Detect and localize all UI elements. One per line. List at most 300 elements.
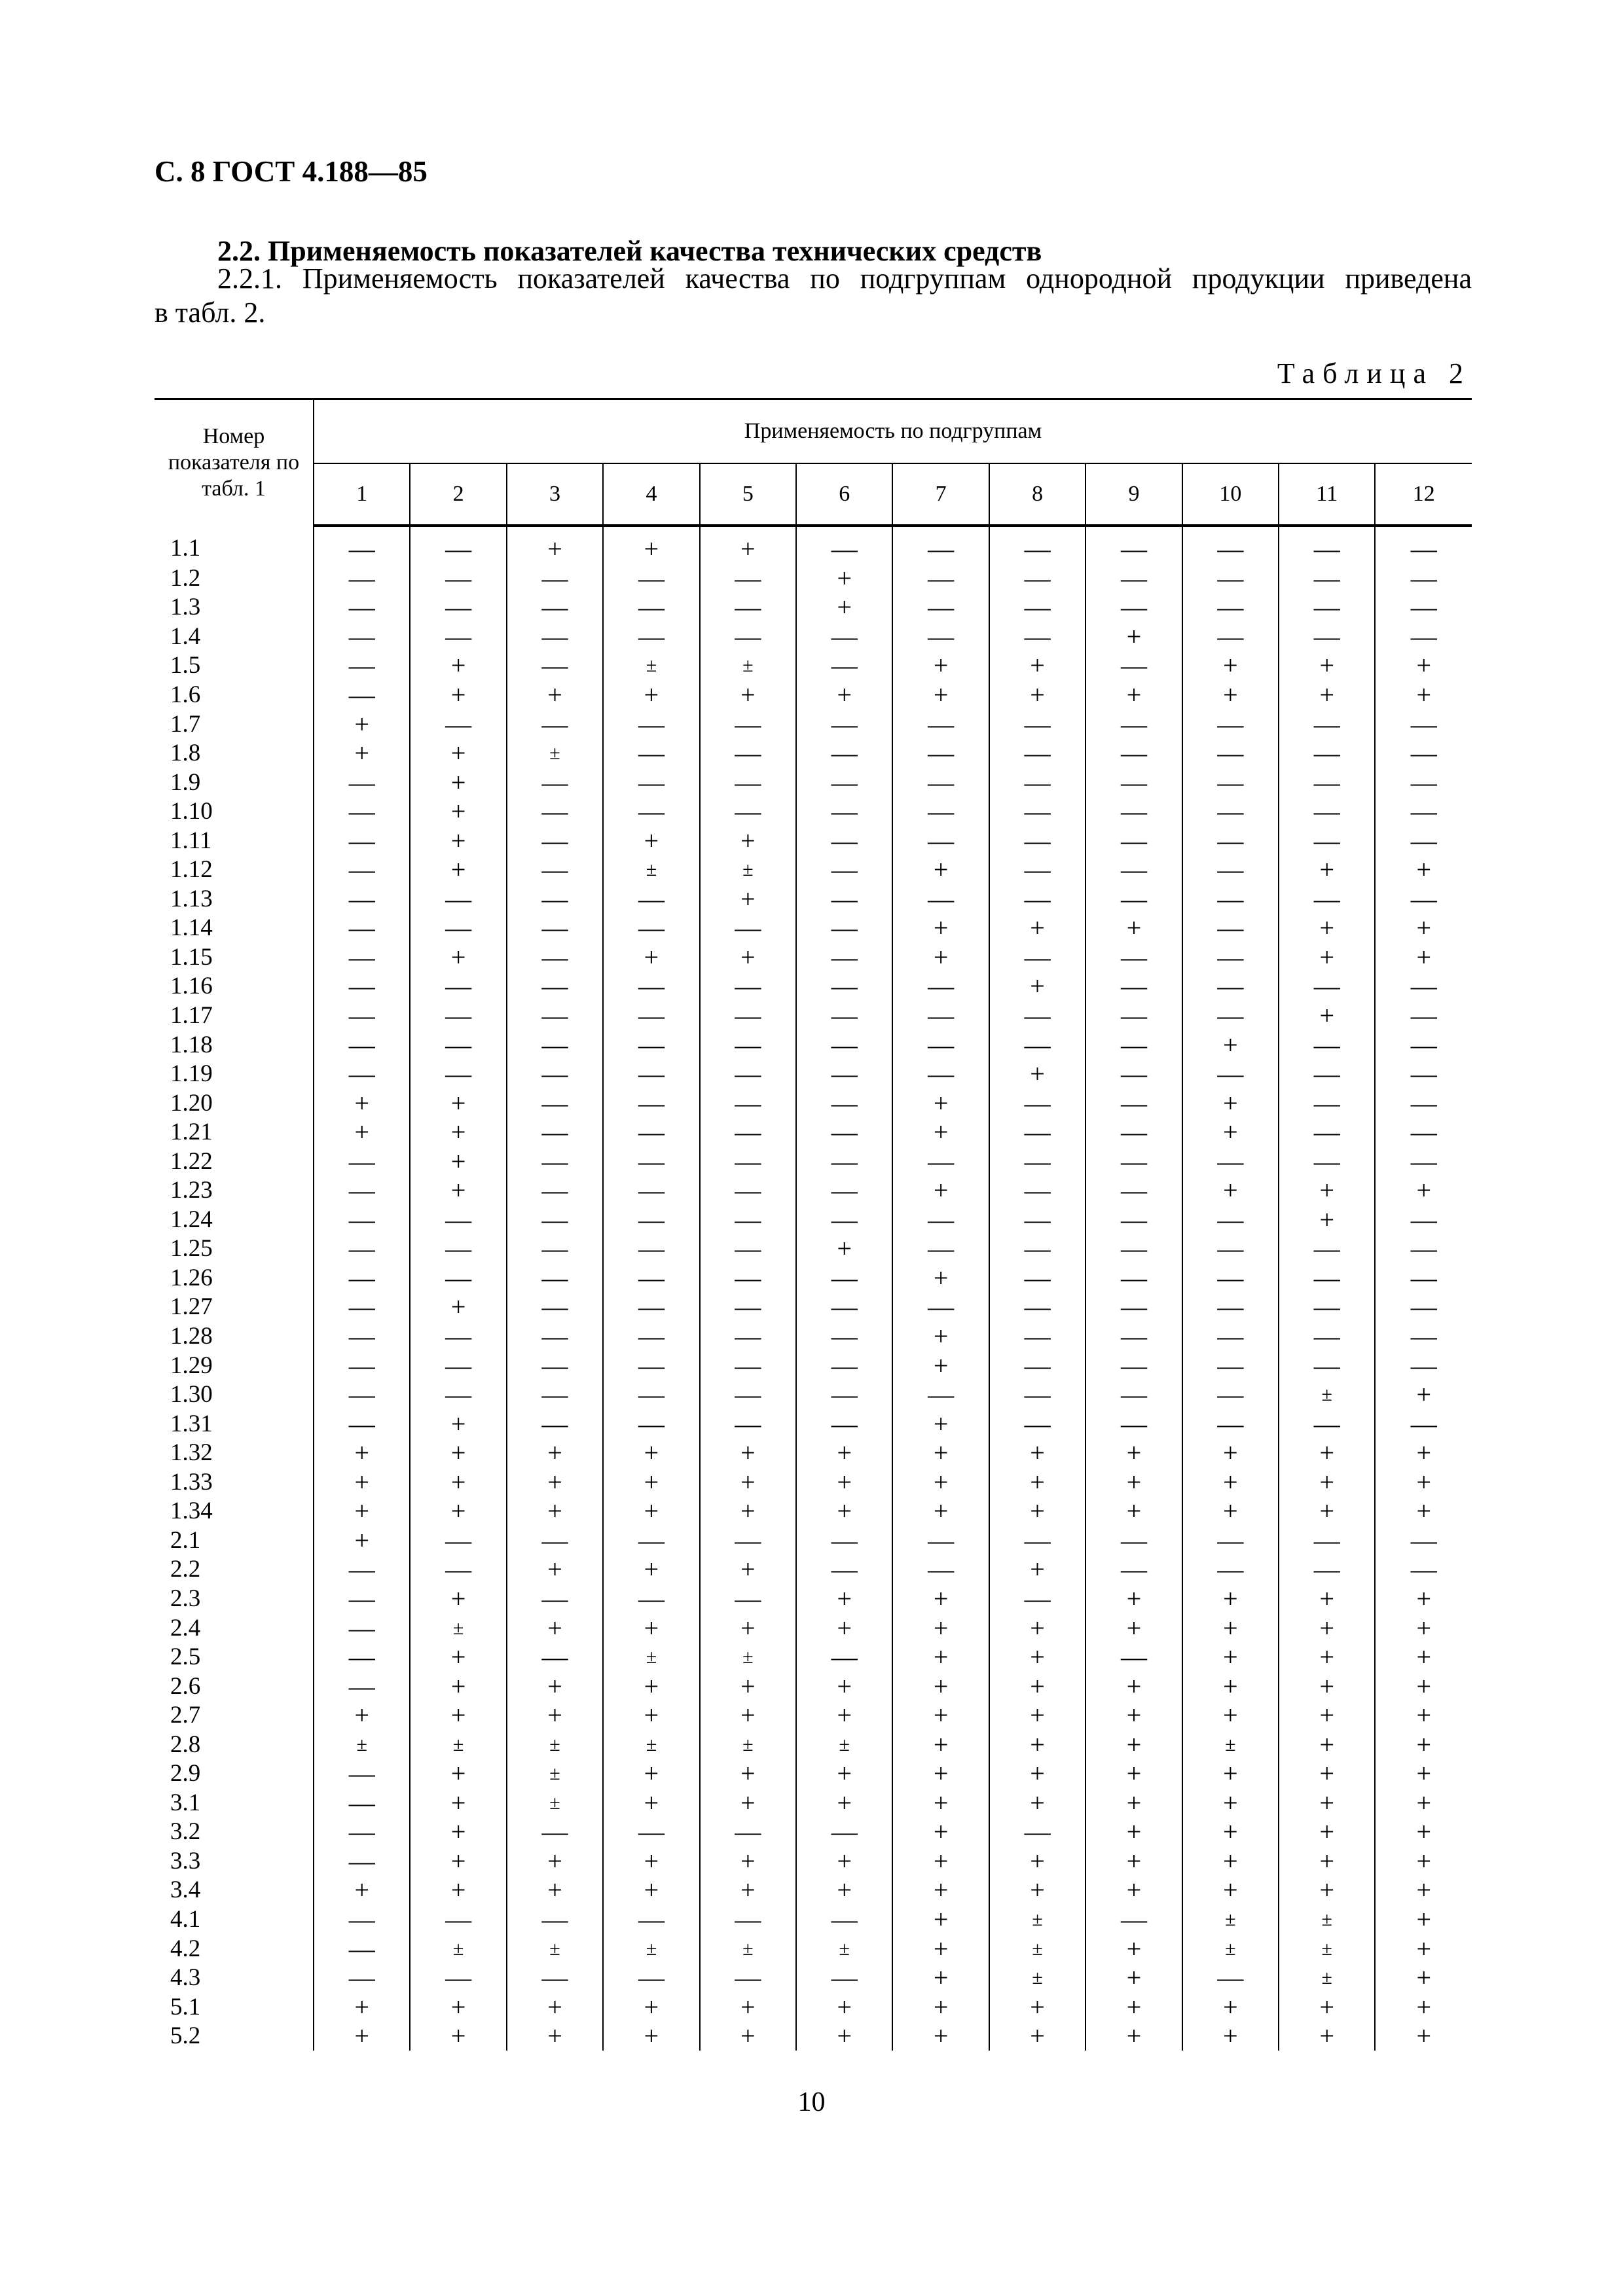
applicability-cell: —: [700, 1526, 796, 1556]
applicability-cell: +: [989, 1555, 1085, 1585]
applicability-cell: —: [700, 1293, 796, 1322]
applicability-cell: —: [314, 1206, 410, 1235]
applicability-cell: +: [700, 1847, 796, 1876]
applicability-cell: —: [796, 768, 892, 797]
applicability-cell: +: [1279, 1992, 1375, 2022]
applicability-cell: —: [603, 1351, 699, 1380]
applicability-cell: +: [700, 943, 796, 973]
applicability-cell: ±: [1182, 1934, 1279, 1964]
applicability-cell: +: [410, 1672, 506, 1701]
applicability-cell: —: [410, 1264, 506, 1293]
applicability-cell: —: [1410, 1234, 1437, 1264]
applicability-cell: —: [1085, 1555, 1182, 1585]
applicability-cell: —: [1182, 1526, 1279, 1556]
applicability-cell: —: [1182, 709, 1279, 739]
applicability-cell: —: [1085, 1088, 1182, 1118]
applicability-cell: +: [1416, 1438, 1432, 1468]
applicability-cell: +: [700, 885, 796, 914]
applicability-cell: —: [1279, 1264, 1375, 1293]
applicability-cell: —: [314, 826, 410, 855]
applicability-cell: ±: [410, 1730, 506, 1759]
table-row: [155, 1876, 1472, 1905]
indicator-number: 1.33: [155, 1468, 314, 1498]
applicability-cell: +: [1085, 622, 1182, 652]
indicator-number: 3.1: [155, 1789, 314, 1818]
applicability-cell: —: [796, 1351, 892, 1380]
applicability-cell: +: [603, 1468, 699, 1498]
applicability-cell: —: [1410, 1001, 1437, 1031]
applicability-cell: —: [989, 1001, 1085, 1031]
table-row: [155, 1380, 1472, 1410]
indicator-number: 5.1: [155, 1992, 314, 2022]
applicability-cell: +: [314, 1439, 410, 1468]
applicability-cell: +: [507, 1876, 603, 1905]
applicability-cell: +: [1279, 1847, 1375, 1876]
table-row: [155, 709, 1472, 739]
table-row: [155, 1905, 1472, 1935]
applicability-cell: —: [314, 1964, 410, 1993]
applicability-cell: —: [989, 855, 1085, 885]
applicability-cell: —: [314, 1147, 410, 1176]
applicability-cell: —: [603, 1176, 699, 1206]
applicability-cell: +: [507, 1497, 603, 1526]
indicator-number: 4.3: [155, 1964, 314, 1993]
applicability-cell: +: [1182, 1088, 1279, 1118]
applicability-cell: +: [1085, 1876, 1182, 1905]
applicability-cell: +: [410, 1468, 506, 1498]
applicability-cell: —: [892, 526, 989, 564]
applicability-cell: +: [796, 564, 892, 594]
applicability-cell: +: [1085, 1847, 1182, 1876]
applicability-cell: —: [700, 564, 796, 594]
applicability-cell: —: [700, 1409, 796, 1439]
applicability-cell: +: [410, 1847, 506, 1876]
applicability-cell: +: [1279, 1468, 1375, 1498]
applicability-cell: +: [1182, 651, 1279, 681]
applicability-cell: —: [314, 593, 410, 622]
applicability-cell: +: [603, 943, 699, 973]
applicability-cell: +: [892, 1643, 989, 1672]
applicability-cell: —: [1279, 709, 1375, 739]
applicability-cell: —: [989, 1293, 1085, 1322]
applicability-cell: —: [1410, 534, 1437, 564]
applicability-cell: —: [700, 1264, 796, 1293]
applicability-cell: —: [1410, 1059, 1437, 1089]
applicability-cell: —: [700, 709, 796, 739]
applicability-cell: —: [1085, 855, 1182, 885]
applicability-cell: —: [410, 1526, 506, 1556]
applicability-cell: —: [892, 1526, 989, 1556]
table-body: [155, 526, 1472, 2051]
indicator-number: 1.20: [155, 1088, 314, 1118]
indicator-number: 1.15: [155, 943, 314, 973]
column-header: 4: [603, 463, 699, 526]
applicability-cell: ±: [603, 855, 699, 885]
applicability-cell: —: [1279, 622, 1375, 652]
applicability-cell: —: [603, 622, 699, 652]
applicability-cell: ±: [410, 1613, 506, 1643]
paragraph: [155, 262, 1472, 330]
applicability-cell: —: [603, 1409, 699, 1439]
table-row: [155, 1206, 1472, 1235]
indicator-number: 1.1: [155, 526, 314, 564]
applicability-cell: —: [314, 1847, 410, 1876]
applicability-cell: —: [314, 972, 410, 1001]
applicability-cell: —: [892, 593, 989, 622]
applicability-cell: +: [1416, 1583, 1432, 1613]
applicability-cell: +: [1085, 681, 1182, 710]
applicability-cell: —: [1085, 1118, 1182, 1147]
table-row: [155, 1439, 1472, 1468]
table-row: [155, 1847, 1472, 1876]
applicability-cell: —: [1410, 825, 1437, 855]
indicator-number: 2.4: [155, 1613, 314, 1643]
applicability-cell: —: [1085, 1351, 1182, 1380]
applicability-cell: —: [1182, 1380, 1279, 1410]
applicability-cell: +: [892, 1789, 989, 1818]
indicator-number: 4.2: [155, 1934, 314, 1964]
applicability-cell: +: [796, 1439, 892, 1468]
indicator-number: 4.1: [155, 1905, 314, 1935]
indicator-number: 1.11: [155, 826, 314, 855]
table-row: [155, 1759, 1472, 1789]
table-row: [155, 1730, 1472, 1759]
applicability-cell: +: [700, 1672, 796, 1701]
applicability-cell: —: [410, 1001, 506, 1031]
applicability-cell: —: [507, 1234, 603, 1264]
applicability-cell: —: [796, 709, 892, 739]
applicability-cell: —: [1182, 972, 1279, 1001]
applicability-cell: —: [796, 1380, 892, 1410]
table-row: [155, 1088, 1472, 1118]
applicability-cell: ±: [1182, 1730, 1279, 1759]
applicability-cell: —: [1279, 797, 1375, 827]
table-caption: Таблица 2: [1277, 357, 1471, 389]
applicability-cell: —: [796, 1088, 892, 1118]
applicability-cell: —: [989, 1351, 1085, 1380]
applicability-cell: +: [410, 651, 506, 681]
applicability-cell: —: [410, 1206, 506, 1235]
applicability-cell: +: [410, 1818, 506, 1847]
applicability-cell: +: [1416, 1613, 1432, 1643]
applicability-cell: —: [1085, 1643, 1182, 1672]
applicability-cell: +: [410, 1147, 506, 1176]
applicability-cell: +: [892, 1468, 989, 1498]
applicability-cell: —: [603, 1030, 699, 1060]
applicability-cell: ±: [1279, 1964, 1375, 1993]
applicability-cell: —: [410, 526, 506, 564]
indicator-number: 1.5: [155, 651, 314, 681]
indicator-number: 1.34: [155, 1497, 314, 1526]
applicability-cell: ±: [507, 739, 603, 768]
applicability-cell: ±: [700, 651, 796, 681]
stub-header: Номер показателя по табл. 1: [155, 399, 314, 526]
indicator-number: 2.3: [155, 1585, 314, 1614]
applicability-cell: —: [314, 855, 410, 885]
applicability-cell: —: [507, 622, 603, 652]
applicability-cell: —: [989, 1526, 1085, 1556]
applicability-cell: —: [603, 564, 699, 594]
applicability-cell: +: [989, 1060, 1085, 1089]
applicability-cell: —: [603, 972, 699, 1001]
applicability-cell: —: [314, 681, 410, 710]
applicability-cell: —: [989, 797, 1085, 827]
applicability-cell: —: [989, 826, 1085, 855]
applicability-cell: ±: [700, 1643, 796, 1672]
applicability-cell: —: [796, 972, 892, 1001]
applicability-cell: —: [1085, 943, 1182, 973]
applicability-cell: —: [700, 1147, 796, 1176]
applicability-cell: —: [989, 1380, 1085, 1410]
table-row: [155, 1992, 1472, 2022]
applicability-cell: —: [1085, 797, 1182, 827]
applicability-cell: +: [989, 1876, 1085, 1905]
applicability-cell: —: [892, 797, 989, 827]
applicability-cell: +: [1085, 1468, 1182, 1498]
applicability-cell: +: [1182, 1672, 1279, 1701]
applicability-cell: +: [603, 1992, 699, 2022]
applicability-cell: —: [1085, 1060, 1182, 1089]
applicability-cell: —: [989, 593, 1085, 622]
applicability-cell: —: [1279, 1409, 1375, 1439]
applicability-cell: —: [1410, 1088, 1437, 1118]
applicability-cell: —: [410, 972, 506, 1001]
applicability-cell: —: [892, 972, 989, 1001]
applicability-cell: —: [796, 943, 892, 973]
column-header: 8: [989, 463, 1085, 526]
applicability-cell: +: [892, 1876, 989, 1905]
applicability-cell: —: [1085, 1409, 1182, 1439]
applicability-cell: —: [1410, 1525, 1437, 1555]
applicability-cell: —: [796, 1264, 892, 1293]
section-title: 2.2. Применяемость показателей качества технических средств: [217, 235, 1042, 267]
applicability-cell: +: [989, 651, 1085, 681]
applicability-cell: —: [1410, 621, 1437, 651]
applicability-cell: +: [892, 1322, 989, 1352]
applicability-cell: —: [314, 1293, 410, 1322]
applicability-cell: —: [314, 1555, 410, 1585]
applicability-cell: +: [989, 681, 1085, 710]
applicability-cell: —: [1410, 1350, 1437, 1380]
applicability-cell: +: [603, 826, 699, 855]
applicability-cell: +: [892, 651, 989, 681]
applicability-cell: —: [700, 768, 796, 797]
applicability-cell: —: [989, 1176, 1085, 1206]
applicability-cell: —: [603, 914, 699, 943]
applicability-cell: +: [892, 1497, 989, 1526]
applicability-cell: —: [507, 1264, 603, 1293]
applicability-cell: —: [1085, 593, 1182, 622]
applicability-cell: —: [1182, 1001, 1279, 1031]
applicability-cell: +: [603, 1497, 699, 1526]
indicator-number: 1.31: [155, 1409, 314, 1439]
applicability-cell: —: [410, 1030, 506, 1060]
applicability-cell: —: [989, 739, 1085, 768]
applicability-cell: +: [989, 1497, 1085, 1526]
applicability-cell: —: [700, 1585, 796, 1614]
applicability-cell: —: [1410, 738, 1437, 768]
applicability-cell: —: [507, 855, 603, 885]
applicability-cell: —: [1182, 826, 1279, 855]
applicability-cell: +: [989, 1992, 1085, 2022]
applicability-cell: —: [796, 739, 892, 768]
applicability-cell: +: [1416, 680, 1432, 709]
applicability-cell: —: [507, 1176, 603, 1206]
applicability-cell: +: [410, 1293, 506, 1322]
applicability-cell: +: [700, 1497, 796, 1526]
table-row: [155, 2022, 1472, 2051]
applicability-cell: +: [1182, 1701, 1279, 1731]
applicability-cell: ±: [1279, 1380, 1375, 1410]
applicability-cell: +: [1416, 2021, 1432, 2051]
applicability-cell: +: [507, 2022, 603, 2051]
applicability-cell: +: [1182, 681, 1279, 710]
table-row: [155, 1789, 1472, 1818]
applicability-cell: +: [1279, 1176, 1375, 1206]
applicability-cell: —: [1182, 914, 1279, 943]
applicability-cell: +: [1182, 1643, 1279, 1672]
applicability-cell: —: [892, 1555, 989, 1585]
applicability-cell: +: [989, 972, 1085, 1001]
applicability-cell: —: [507, 1206, 603, 1235]
applicability-cell: +: [989, 1613, 1085, 1643]
applicability-cell: +: [892, 1847, 989, 1876]
applicability-cell: ±: [1279, 1934, 1375, 1964]
indicator-number: 2.8: [155, 1730, 314, 1759]
applicability-cell: +: [700, 1701, 796, 1731]
table-row: [155, 622, 1472, 652]
applicability-cell: —: [603, 1585, 699, 1614]
applicability-cell: +: [1085, 1613, 1182, 1643]
applicability-cell: —: [989, 1409, 1085, 1439]
applicability-cell: +: [989, 914, 1085, 943]
indicator-number: 1.25: [155, 1234, 314, 1264]
applicability-cell: +: [1182, 1847, 1279, 1876]
applicability-cell: —: [700, 1206, 796, 1235]
table-row: [155, 1147, 1472, 1176]
applicability-cell: +: [1279, 1206, 1375, 1235]
applicability-cell: +: [892, 2022, 989, 2051]
applicability-cell: —: [314, 564, 410, 594]
applicability-cell: —: [1279, 1060, 1375, 1089]
applicability-table: [155, 398, 1472, 2051]
applicability-cell: +: [1279, 1585, 1375, 1614]
indicator-number: 1.17: [155, 1001, 314, 1031]
applicability-cell: +: [892, 855, 989, 885]
applicability-cell: —: [1182, 797, 1279, 827]
applicability-cell: +: [1279, 1497, 1375, 1526]
applicability-cell: —: [603, 1264, 699, 1293]
applicability-cell: +: [1279, 1643, 1375, 1672]
table-row: [155, 797, 1472, 827]
applicability-cell: —: [410, 1234, 506, 1264]
applicability-cell: +: [507, 1672, 603, 1701]
indicator-number: 1.21: [155, 1118, 314, 1147]
applicability-cell: +: [1416, 1700, 1432, 1731]
indicator-number: 2.6: [155, 1672, 314, 1701]
applicability-cell: +: [1279, 1759, 1375, 1789]
table-row: [155, 1643, 1472, 1672]
applicability-cell: —: [700, 1001, 796, 1031]
applicability-cell: —: [314, 768, 410, 797]
applicability-cell: —: [1182, 622, 1279, 652]
applicability-cell: +: [410, 681, 506, 710]
paragraph-line-1: 2.2.1. Применяемость показателей качества по подгруппам однородной продукции приведена: [217, 262, 1472, 295]
table-row: [155, 1818, 1472, 1847]
indicator-number: 1.7: [155, 709, 314, 739]
indicator-number: 3.4: [155, 1876, 314, 1905]
table-row: [155, 1526, 1472, 1556]
indicator-number: 1.2: [155, 564, 314, 594]
applicability-cell: —: [1410, 563, 1437, 593]
applicability-cell: +: [892, 1585, 989, 1614]
applicability-cell: +: [1416, 913, 1432, 943]
applicability-cell: +: [1182, 1818, 1279, 1847]
applicability-cell: +: [1279, 914, 1375, 943]
applicability-cell: +: [1085, 1585, 1182, 1614]
applicability-cell: ±: [507, 1934, 603, 1964]
table-row: [155, 1264, 1472, 1293]
applicability-cell: —: [1279, 885, 1375, 914]
applicability-cell: —: [410, 1905, 506, 1935]
applicability-cell: —: [1182, 768, 1279, 797]
table-row: [155, 1468, 1472, 1498]
applicability-cell: —: [507, 826, 603, 855]
applicability-cell: —: [989, 1585, 1085, 1614]
applicability-cell: +: [892, 1934, 989, 1964]
indicator-number: 1.14: [155, 914, 314, 943]
applicability-cell: —: [1182, 564, 1279, 594]
indicator-number: 1.16: [155, 972, 314, 1001]
applicability-cell: +: [410, 1759, 506, 1789]
applicability-cell: —: [1085, 1030, 1182, 1060]
indicator-number: 1.12: [155, 855, 314, 885]
applicability-cell: +: [410, 1643, 506, 1672]
applicability-cell: —: [700, 1818, 796, 1847]
applicability-cell: —: [1182, 739, 1279, 768]
table-row: [155, 1030, 1472, 1060]
applicability-cell: +: [1279, 1876, 1375, 1905]
applicability-cell: —: [700, 1176, 796, 1206]
applicability-cell: +: [1279, 1818, 1375, 1847]
applicability-cell: —: [1410, 797, 1437, 827]
applicability-cell: —: [410, 1380, 506, 1410]
table-row: [155, 1060, 1472, 1089]
applicability-cell: —: [410, 1322, 506, 1352]
applicability-cell: —: [892, 826, 989, 855]
applicability-cell: +: [796, 2022, 892, 2051]
applicability-cell: —: [314, 1643, 410, 1672]
applicability-cell: —: [989, 622, 1085, 652]
applicability-cell: +: [1085, 914, 1182, 943]
applicability-cell: —: [892, 1234, 989, 1264]
indicator-number: 1.3: [155, 593, 314, 622]
applicability-cell: +: [1182, 1468, 1279, 1498]
applicability-cell: —: [892, 1206, 989, 1235]
applicability-cell: —: [314, 885, 410, 914]
applicability-cell: —: [989, 1264, 1085, 1293]
applicability-cell: +: [314, 1876, 410, 1905]
applicability-cell: +: [314, 1118, 410, 1147]
applicability-cell: —: [1085, 564, 1182, 594]
applicability-cell: +: [410, 739, 506, 768]
column-header: 6: [796, 463, 892, 526]
applicability-cell: —: [603, 885, 699, 914]
applicability-cell: +: [796, 1468, 892, 1498]
applicability-cell: +: [989, 1643, 1085, 1672]
applicability-cell: —: [1085, 826, 1182, 855]
applicability-cell: —: [410, 914, 506, 943]
